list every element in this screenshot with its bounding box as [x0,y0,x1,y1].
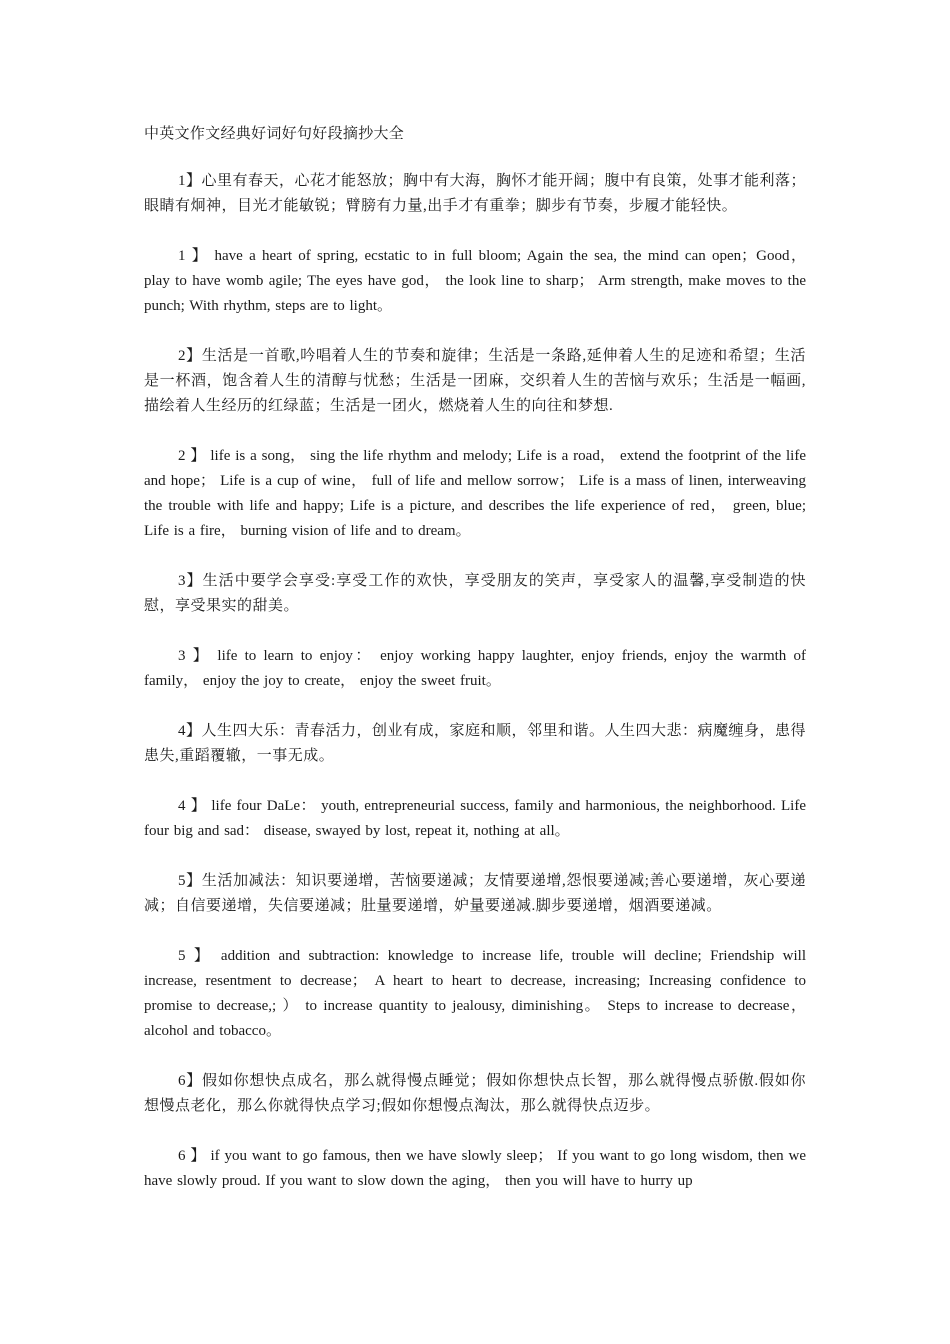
paragraph-6-en: 6 】 if you want to go famous, then we have slowly sleep； If you want to go long wisdom, then we have slowly proud. If you want to slow down the aging， then you will have to hurry up [144,1148,806,1189]
paragraph-1-zh: 1】心里有春天，心花才能怒放；胸中有大海，胸怀才能开阔；腹中有良策，处事才能利落；眼睛有炯神，目光才能敏锐；臂膀有力量,出手才有重拳；脚步有节奏，步履才能轻快。 [144,173,807,214]
document-title: 中英文作文经典好词好句好段摘抄大全 [144,126,405,142]
paragraph-4-zh: 4】人生四大乐：青春活力，创业有成，家庭和顺，邻里和谐。人生四大悲：病魔缠身，患得患失,重蹈覆辙，一事无成。 [144,723,807,764]
paragraph-2-zh: 2】生活是一首歌,吟唱着人生的节奏和旋律；生活是一条路,延伸着人生的足迹和希望；生活是一杯酒，饱含着人生的清醇与忧愁；生活是一团麻，交织着人生的苦恼与欢乐；生活是一幅画,描绘着人生经历的红绿蓝；生活是一团火，燃烧着人生的向往和梦想. [144,348,806,414]
paragraph-3-zh: 3】生活中要学会享受:享受工作的欢快，享受朋友的笑声，享受家人的温馨,享受制造的快慰，享受果实的甜美。 [144,573,806,614]
paragraph-5-zh: 5】生活加减法：知识要递增，苦恼要递减；友情要递增,怨恨要递减;善心要递增，灰心要递减；自信要递增，失信要递减；肚量要递增，妒量要递减.脚步要递增，烟酒要递减。 [144,873,806,914]
paragraph-1-en: 1 】 have a heart of spring, ecstatic to in full bloom; Again the sea, the mind can open；Good， play to have womb agile; The eyes have god， the look line to sharp； Arm strength, make moves to the punch; With rhythm, steps are to light。 [144,248,806,314]
paragraph-5-en: 5 】 addition and subtraction: knowledge to increase life, trouble will decline; Friendship will increase, resentment to decrease； A heart to heart to decrease, increasing; Increasing confidence to promise to decrease,; ） to increase quantity to jealousy, diminishing。 Steps to increase to decrease， alcohol and tobacco。 [144,948,806,1039]
document-page [144,122,806,1219]
paragraph-4-en: 4 】 life four DaLe： youth, entrepreneurial success, family and harmonious, the neighborhood. Life four big and sad： disease, swayed by lost, repeat it, nothing at all。 [144,798,806,839]
paragraph-3-en: 3 】 life to learn to enjoy： enjoy working happy laughter, enjoy friends, enjoy the warmth of family， enjoy the joy to create， enjoy the sweet fruit。 [144,648,806,689]
paragraph-6-zh: 6】假如你想快点成名，那么就得慢点睡觉；假如你想快点长智，那么就得慢点骄傲.假如你想慢点老化，那么你就得快点学习;假如你想慢点淘汰，那么就得快点迈步。 [144,1073,806,1114]
paragraph-2-en: 2 】 life is a song， sing the life rhythm and melody; Life is a road， extend the footprint of the life and hope； Life is a cup of wine， full of life and mellow sorrow； Life is a mass of linen, interweaving the trouble with life and happy; Life is a picture, and describes the life experience of red， green, blue; Life is a fire， burning vision of life and to dream。 [144,448,806,539]
